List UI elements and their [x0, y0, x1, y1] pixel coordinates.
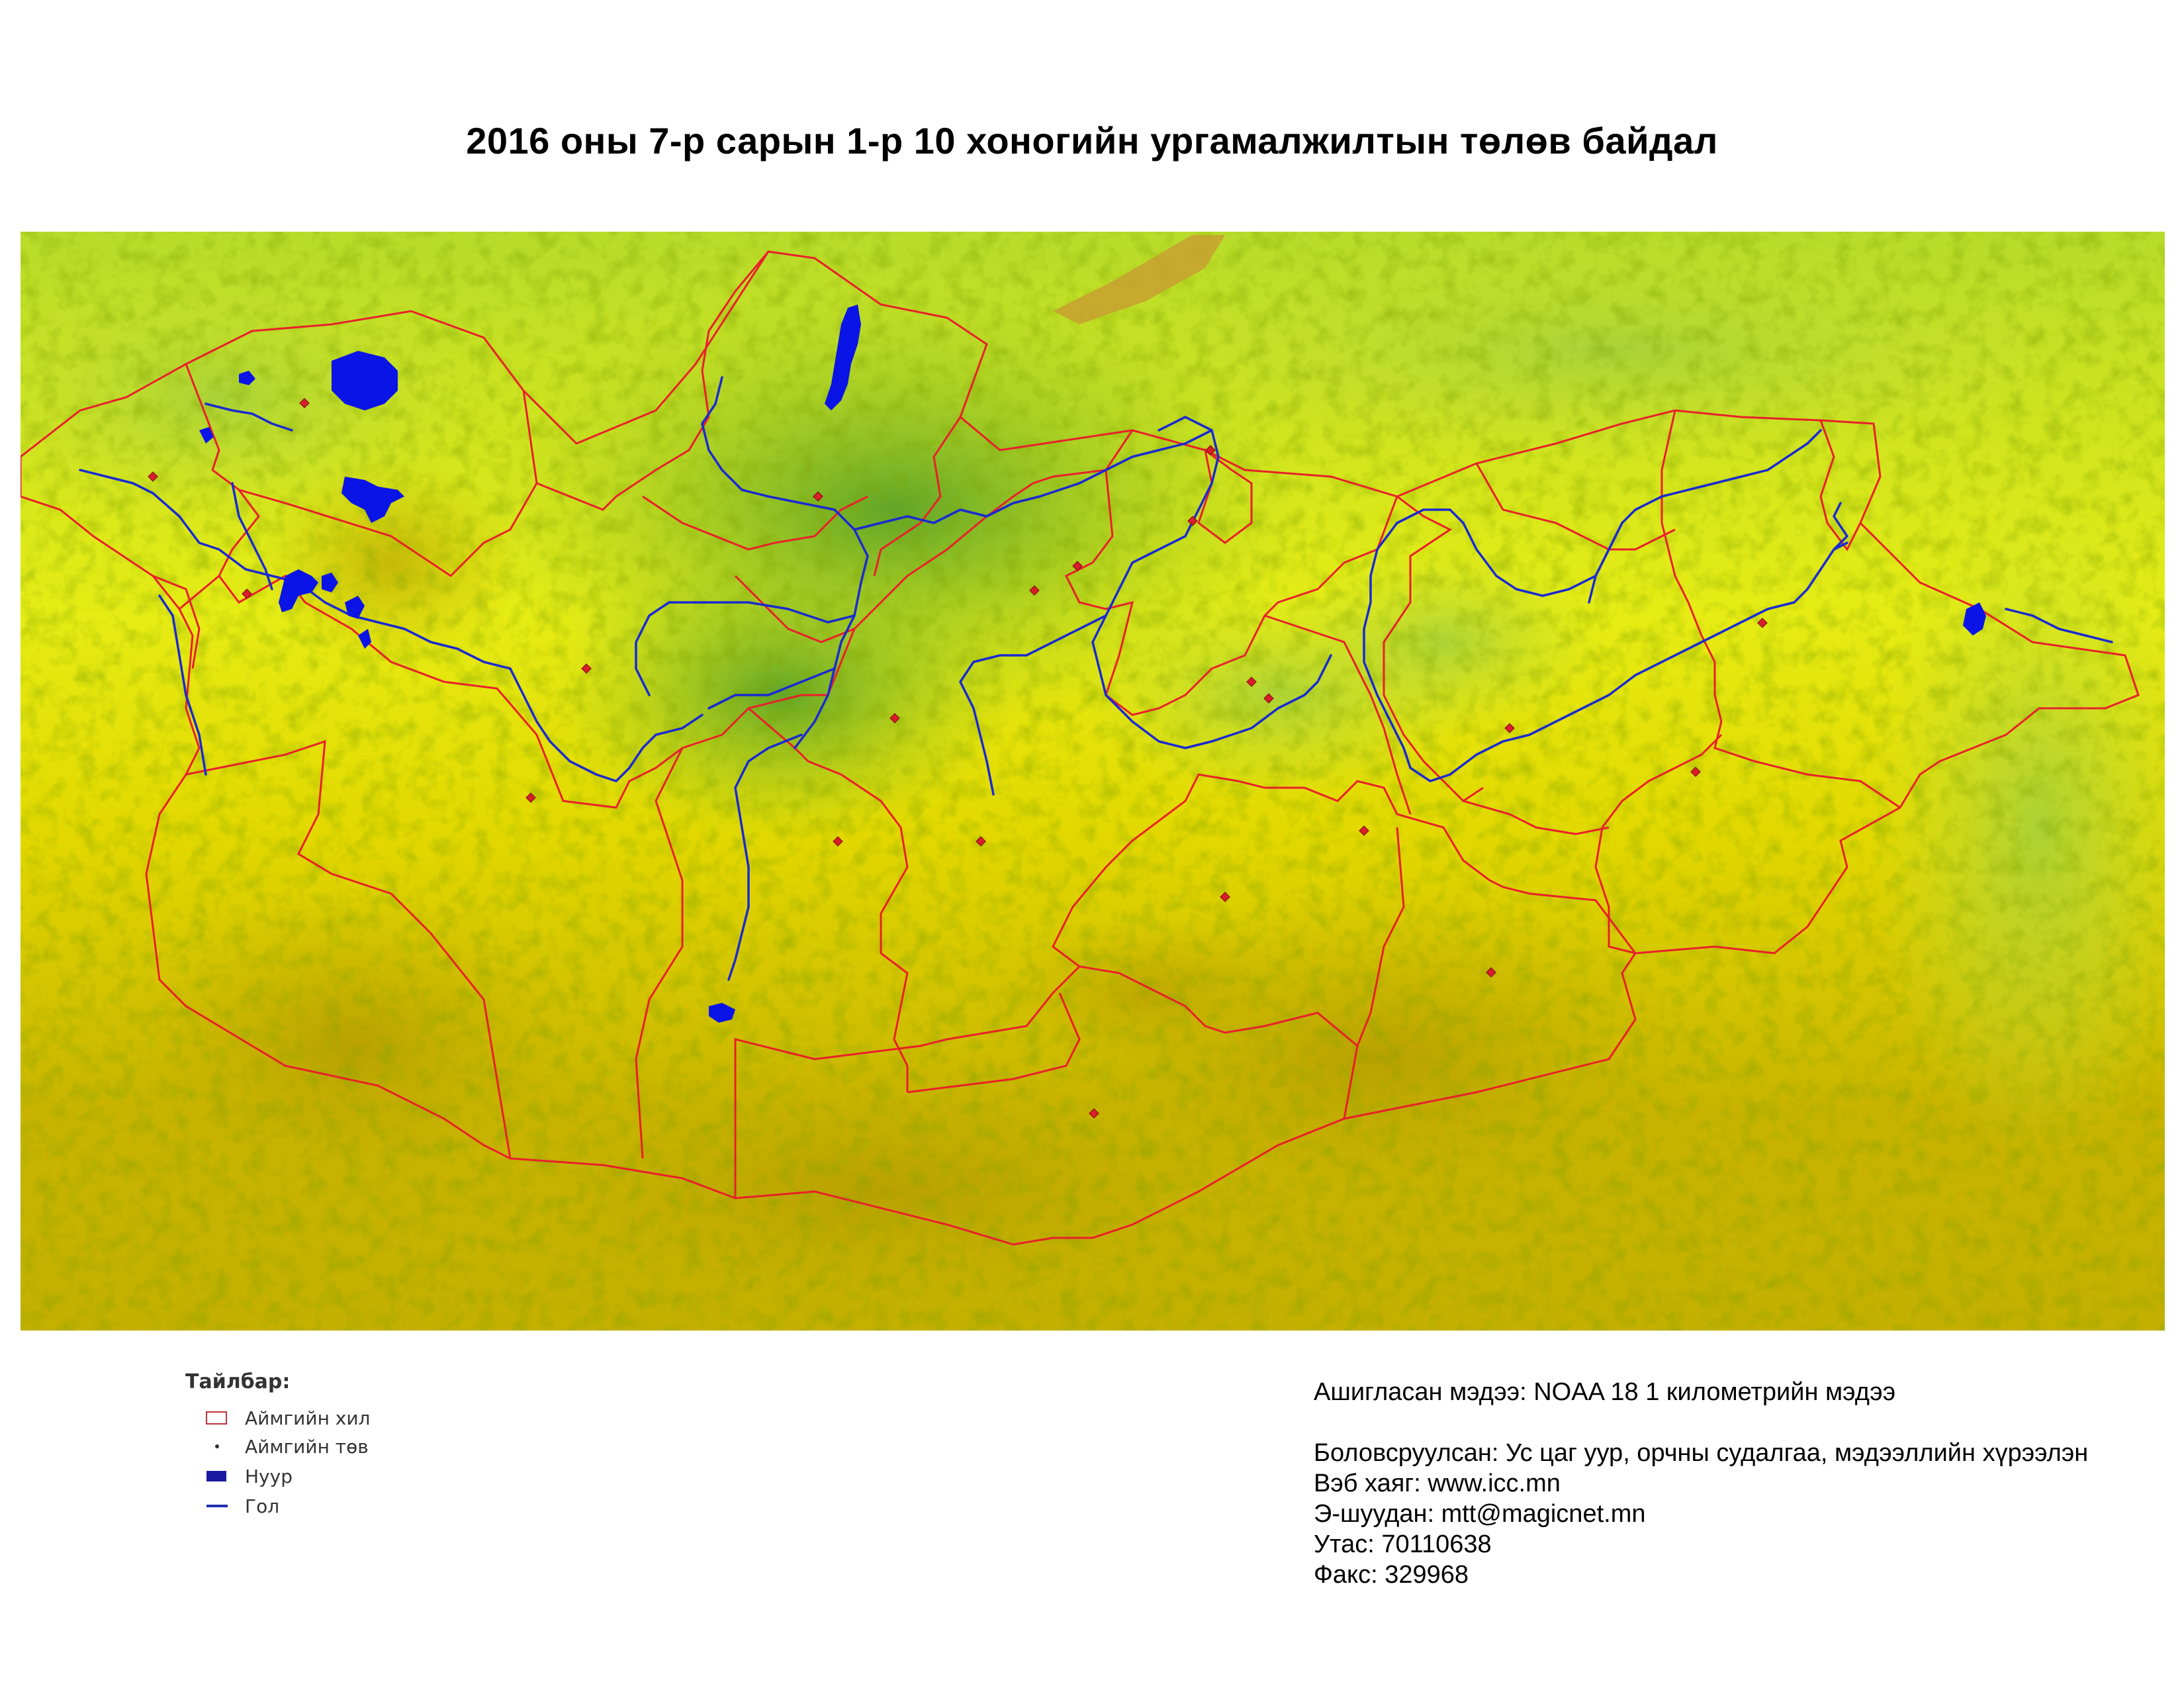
river-icon [205, 1498, 229, 1514]
legend-label: Гол [245, 1495, 280, 1517]
prepared-by-text: Боловсруулсан: Ус цаг уур, орчны судалгаа, мэдээллийн хүрээлэн [1314, 1439, 2089, 1467]
legend-title: Тайлбар: [185, 1370, 291, 1393]
legend-label: Аймгийн төв [245, 1435, 369, 1458]
source-info [1314, 1377, 2088, 1590]
phone-text: Утас: 70110638 [1314, 1530, 1492, 1558]
province-center-icon [205, 1438, 229, 1454]
email-text: Э-шуудан: mtt@magicnet.mn [1314, 1500, 1646, 1528]
legend-label: Нуур [245, 1465, 293, 1487]
map-legend [159, 1357, 503, 1562]
data-source-text: Ашигласан мэдээ: NOAA 18 1 километрийн мэдээ [1314, 1378, 1896, 1406]
legend-label: Аймгийн хил [245, 1407, 371, 1429]
map-title: 2016 оны 7-р сарын 1-р 10 хоногийн ургамалжилтын төлөв байдал [466, 120, 1718, 162]
lake-icon [205, 1468, 229, 1484]
fax-text: Факс: 329968 [1314, 1561, 1469, 1589]
website-text: Вэб хаяг: www.icc.mn [1314, 1470, 1561, 1497]
vegetation-map [21, 232, 2165, 1331]
province-border-icon [205, 1410, 229, 1426]
